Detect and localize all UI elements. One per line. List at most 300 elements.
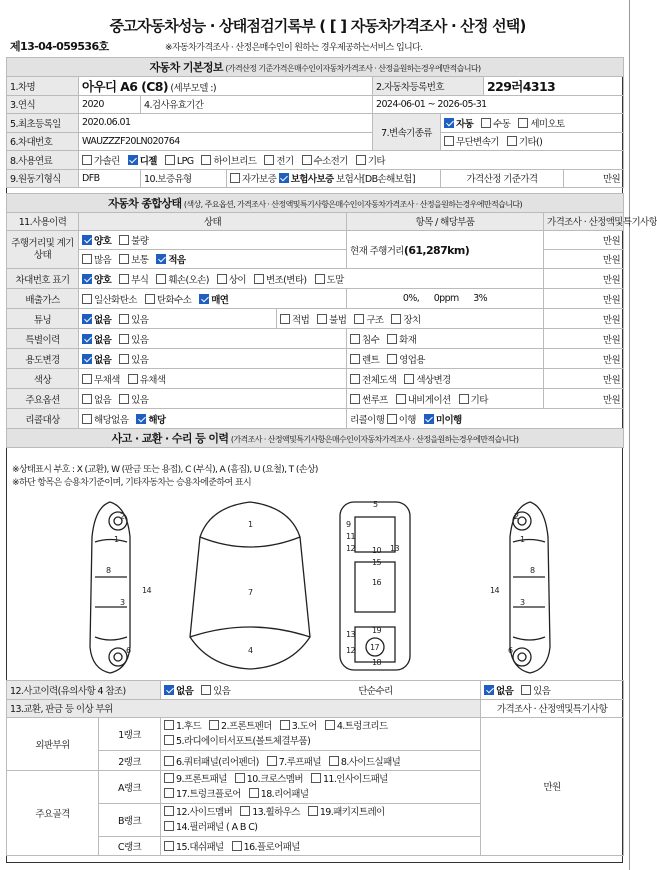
checkbox[interactable] (484, 685, 494, 695)
use-change-sub-options[interactable] (347, 349, 544, 369)
checkbox-label: 있음 (131, 334, 149, 346)
checkbox[interactable] (249, 788, 259, 798)
plate-options[interactable] (79, 269, 544, 289)
option-item[interactable] (82, 355, 111, 366)
left-part-number: 1 (114, 535, 119, 544)
option-item[interactable] (280, 315, 309, 326)
year-label: 3.연식 (7, 95, 79, 114)
checkbox-label: 전기 (276, 155, 294, 167)
checkbox[interactable] (165, 155, 175, 165)
checkbox-label: 가솔린 (94, 155, 120, 167)
checkbox[interactable] (82, 254, 92, 264)
checkbox-label: 기타() (518, 137, 543, 149)
price-mileage-2[interactable]: 만원 (544, 250, 624, 269)
mileage-options-1[interactable] (79, 231, 347, 250)
simple-repair-options[interactable] (481, 681, 624, 700)
checkbox[interactable] (481, 118, 491, 128)
part-option[interactable] (164, 789, 241, 800)
accident-history-options[interactable]: 없음 있음 단순수리 (161, 681, 481, 700)
option-item[interactable] (217, 275, 246, 286)
warranty-options[interactable]: 자가보증 보험사보증 보험사[DB손해보험] (227, 169, 441, 188)
checkbox[interactable] (145, 294, 155, 304)
car-name-field[interactable]: 아우디 A6 (C8) (세부모델 :) (79, 76, 373, 95)
option-item[interactable] (82, 156, 120, 167)
part-option[interactable] (164, 822, 257, 833)
checkbox-label: 양호 (94, 236, 112, 247)
rank-b-parts[interactable] (161, 804, 481, 837)
option-item[interactable] (119, 255, 148, 266)
checkbox[interactable] (164, 821, 174, 831)
option-item[interactable] (444, 137, 499, 148)
option-item[interactable] (128, 156, 157, 167)
part-label: 3.도어 (291, 721, 317, 732)
vin-field[interactable]: WAUZZZF20LN020764 (79, 132, 373, 151)
checkbox-label: 없음 (94, 394, 112, 406)
checkbox[interactable] (82, 274, 92, 284)
checkbox-label: 무단변속기 (456, 137, 499, 149)
checkbox[interactable] (329, 756, 339, 766)
checkbox[interactable] (164, 685, 174, 695)
checkbox[interactable] (444, 118, 454, 128)
price-emission[interactable]: 만원 (544, 289, 624, 309)
option-item[interactable] (350, 375, 396, 386)
car-diagram (70, 497, 570, 677)
checkbox[interactable] (119, 314, 129, 324)
checkbox-label: 내비게이션 (407, 394, 451, 406)
checkbox[interactable] (209, 720, 219, 730)
checkbox[interactable] (82, 155, 92, 165)
part-option[interactable] (235, 774, 303, 785)
price-mileage-1[interactable]: 만원 (544, 231, 624, 250)
rank-line (164, 839, 477, 853)
part-option[interactable] (164, 757, 259, 768)
checkbox[interactable] (387, 334, 397, 344)
checkbox[interactable] (350, 394, 360, 404)
checkbox[interactable] (199, 294, 209, 304)
recall-options[interactable] (79, 409, 347, 429)
option-item[interactable] (145, 295, 191, 306)
checkbox-label: 있음 (213, 685, 231, 697)
option-item[interactable] (119, 395, 148, 406)
checkbox[interactable] (424, 414, 434, 424)
exchange-label: 13.교환, 판금 등 이상 부위 (7, 699, 481, 718)
option-item[interactable] (396, 395, 451, 406)
special-label: 특별이력 (7, 329, 79, 349)
checkbox[interactable] (201, 155, 211, 165)
warranty-insurance-checkbox[interactable] (279, 173, 289, 183)
color-sub-options[interactable] (347, 369, 544, 389)
base-price-field[interactable]: 만원 (564, 169, 624, 188)
emission-options[interactable] (79, 289, 347, 309)
checkbox[interactable] (128, 374, 138, 384)
checkbox[interactable] (459, 394, 469, 404)
part-numbers (106, 500, 535, 667)
price-special[interactable]: 만원 (544, 329, 624, 349)
checkbox-label: 화재 (399, 334, 417, 346)
tuning-options[interactable] (79, 309, 277, 329)
part-label: 7.루프패널 (278, 756, 321, 768)
checkbox[interactable] (267, 756, 277, 766)
checkbox[interactable] (396, 394, 406, 404)
accident-table (6, 680, 624, 856)
checkbox[interactable] (254, 274, 264, 284)
checkbox[interactable] (119, 235, 129, 245)
option-item[interactable] (507, 137, 542, 148)
checkbox[interactable] (136, 414, 146, 424)
option-item[interactable] (136, 415, 165, 426)
option-item[interactable] (156, 275, 209, 286)
checkbox-label: 유채색 (139, 374, 166, 386)
special-sub-options[interactable] (347, 329, 544, 349)
checkbox[interactable] (325, 720, 335, 730)
fuel-options[interactable] (79, 151, 624, 170)
checkbox-label: 침수 (362, 334, 380, 346)
option-sub-options[interactable] (347, 389, 544, 409)
checkbox[interactable] (164, 720, 174, 730)
checkbox-label: 있음 (131, 394, 149, 406)
part-option[interactable] (164, 721, 201, 732)
exchange-price-header: 가격조사 · 산정액및특기사항 (481, 699, 624, 718)
option-item[interactable] (387, 415, 416, 426)
checkbox[interactable] (387, 414, 397, 424)
checkbox-label: 색상변경 (416, 374, 451, 386)
checkbox[interactable] (302, 155, 312, 165)
page-title: 중고자동차성능 · 상태점검기록부 ( [ ] 자동차가격조사 · 산정 선택) (109, 17, 526, 35)
recall-sub-options[interactable]: 리콜이행 이행 미이행 (347, 409, 624, 429)
rank-line (164, 805, 477, 820)
option-item[interactable] (264, 156, 293, 167)
right-part-number: 6 (508, 646, 513, 655)
option-item[interactable] (119, 275, 148, 286)
option-item[interactable] (350, 355, 379, 366)
price-plate[interactable]: 만원 (544, 269, 624, 289)
base-price-label: 가격산정 기준가격 (441, 169, 564, 188)
reg-no-label: 2.자동차등록번호 (373, 76, 484, 95)
vin-label: 6.차대번호 (7, 132, 79, 151)
option-item[interactable] (315, 275, 344, 286)
checkbox[interactable] (82, 374, 92, 384)
plate-label: 차대번호 표기 (7, 269, 79, 289)
rank-1-parts[interactable] (161, 718, 481, 751)
part-option[interactable] (164, 842, 224, 853)
checkbox[interactable] (82, 334, 92, 344)
top-part-number: 11 (346, 532, 355, 541)
checkbox[interactable] (164, 756, 174, 766)
checkbox-label: 상이 (228, 274, 246, 286)
option-item[interactable] (356, 156, 385, 167)
checkbox[interactable] (350, 374, 360, 384)
checkbox[interactable] (518, 118, 528, 128)
checkbox[interactable] (82, 354, 92, 364)
checkbox[interactable] (356, 155, 366, 165)
option-item[interactable] (119, 335, 148, 346)
option-item[interactable] (164, 686, 193, 697)
checkbox[interactable] (164, 773, 174, 783)
checkbox[interactable] (82, 314, 92, 324)
option-item[interactable] (484, 686, 513, 697)
checkbox[interactable] (235, 773, 245, 783)
checkbox-label: 일산화탄소 (94, 294, 137, 306)
mileage-label: 주행거리및 계기상태 (7, 231, 79, 269)
checkbox-label: 자동 (456, 118, 474, 130)
checkbox[interactable] (119, 394, 129, 404)
option-item[interactable] (518, 119, 564, 130)
year-field[interactable]: 2020 (79, 95, 141, 114)
option-item[interactable] (350, 335, 379, 346)
checkbox[interactable] (280, 720, 290, 730)
rank-label: 2랭크 (99, 751, 161, 771)
special-options[interactable] (79, 329, 347, 349)
part-label: 13.휠하우스 (252, 807, 300, 818)
overall-section-header: 자동차 종합상태 (색상, 주요옵션, 가격조사 · 산정액및특기사항은매수인이자동차가격조사 · 산정을원하는경우에만적습니다) (7, 194, 624, 213)
checkbox[interactable] (264, 155, 274, 165)
part-label: 14.필러패널 ( A B C) (176, 822, 258, 833)
option-item[interactable] (354, 315, 383, 326)
option-item[interactable] (82, 375, 120, 386)
checkbox[interactable] (119, 254, 129, 264)
checkbox-label: 이행 (398, 414, 416, 426)
checkbox-label: 렌트 (362, 354, 380, 366)
rank-label: 1랭크 (99, 718, 161, 751)
checkbox[interactable] (354, 314, 364, 324)
checkbox-label: 불량 (131, 236, 149, 247)
checkbox[interactable] (156, 274, 166, 284)
part-label: 1.후드 (176, 721, 202, 732)
checkbox-label: 있음 (131, 314, 149, 326)
top-part-number: 18 (372, 658, 381, 667)
part-option[interactable] (164, 807, 232, 818)
car-name-label: 1.차명 (7, 76, 79, 95)
option-item[interactable] (128, 375, 166, 386)
top-part-number: 12 (346, 544, 355, 553)
option-item[interactable] (387, 355, 425, 366)
checkbox-label: 적음 (168, 255, 186, 266)
top-part-number: 13 (346, 630, 355, 639)
option-item[interactable] (82, 255, 111, 266)
part-option[interactable] (209, 721, 272, 732)
price-color[interactable]: 만원 (544, 369, 624, 389)
color-options[interactable] (79, 369, 347, 389)
rank-label: A랭크 (99, 771, 161, 804)
checkbox[interactable] (217, 274, 227, 284)
checkbox-label: 기타 (367, 155, 385, 167)
col-usage-history: 11.사용이력 (7, 212, 79, 231)
basic-section-header: 자동차 기본정보 (가격산정 기준가격은매수인이자동차가격조사 · 산정을원하는경우에만적습니다) (7, 58, 624, 77)
part-option[interactable] (311, 774, 388, 785)
part-option[interactable] (164, 736, 310, 747)
part-option[interactable] (249, 789, 309, 800)
part-option[interactable] (325, 721, 388, 732)
option-item[interactable] (119, 315, 148, 326)
option-item[interactable] (82, 335, 111, 346)
fuel-label: 8.사용연료 (7, 151, 79, 170)
left-part-number: 8 (106, 566, 111, 575)
transmission-options-2[interactable] (441, 132, 624, 151)
service-note: ※자동차가격조사 · 산정은매수인이 원하는 경우제공하는서비스 입니다. (165, 43, 423, 53)
checkbox[interactable] (311, 773, 321, 783)
rank-2-parts[interactable] (161, 751, 481, 771)
warranty-self-checkbox[interactable] (230, 173, 240, 183)
part-option[interactable] (164, 774, 227, 785)
checkbox[interactable] (308, 806, 318, 816)
checkbox[interactable] (82, 414, 92, 424)
option-item[interactable] (82, 236, 111, 247)
top-part-number: 9 (346, 520, 351, 529)
part-label: 6.쿼터패널(리어펜더) (176, 756, 259, 768)
checkbox[interactable] (315, 274, 325, 284)
checkbox-label: 없음 (94, 314, 112, 326)
checkbox-label: 없음 (94, 354, 112, 366)
option-item[interactable] (391, 315, 420, 326)
checkbox-label: 전체도색 (362, 374, 397, 386)
mileage-options-2[interactable] (79, 250, 347, 269)
checkbox[interactable] (350, 354, 360, 364)
engine-field[interactable]: DFB (79, 169, 141, 188)
option-item[interactable] (424, 415, 462, 426)
checkbox[interactable] (240, 806, 250, 816)
checkbox-label: 해당없음 (94, 414, 129, 426)
part-label: 4.트렁크리드 (336, 721, 388, 732)
first-reg-field[interactable]: 2020.06.01 (79, 114, 373, 133)
option-item[interactable] (317, 315, 346, 326)
part-label: 10.크로스멤버 (246, 774, 303, 785)
part-label: 11.인사이드패널 (322, 774, 388, 785)
top-part-number: 17 (370, 643, 379, 652)
part-option[interactable] (267, 757, 321, 768)
option-item[interactable] (82, 415, 128, 426)
left-part-number: 6 (126, 646, 131, 655)
exchange-price-field[interactable]: 만원 (481, 718, 624, 856)
reg-no-field[interactable]: 229러4313 (484, 76, 624, 95)
rank-line (164, 754, 477, 768)
checkbox[interactable] (164, 788, 174, 798)
checkbox[interactable] (82, 294, 92, 304)
first-reg-label: 5.최초등록일 (7, 114, 79, 133)
checkbox[interactable] (521, 685, 531, 695)
checkbox-label: 없음 (496, 685, 514, 697)
checkbox-label: 기타 (470, 394, 488, 406)
option-item[interactable] (481, 119, 510, 130)
color-label: 색상 (7, 369, 79, 389)
checkbox[interactable] (119, 354, 129, 364)
part-label: 12.사이드멤버 (176, 807, 233, 818)
option-item[interactable] (199, 295, 228, 306)
checkbox-label: 썬루프 (362, 394, 388, 406)
checkbox[interactable] (156, 254, 166, 264)
transmission-options-1[interactable] (441, 114, 624, 133)
checkbox[interactable] (387, 354, 397, 364)
checkbox[interactable] (119, 274, 129, 284)
option-item[interactable] (444, 119, 473, 130)
checkbox[interactable] (82, 235, 92, 245)
checkbox-label: 부식 (131, 274, 149, 286)
option-item[interactable] (459, 395, 488, 406)
accident-history-label: 12.사고이력(유의사항 4 참조) (7, 681, 161, 700)
left-part-number: 2 (120, 512, 125, 521)
option-item[interactable] (165, 156, 194, 167)
option-item[interactable] (254, 275, 307, 286)
checkbox[interactable] (317, 314, 327, 324)
part-label: 17.트렁크플로어 (176, 789, 241, 800)
option-item[interactable] (201, 686, 230, 697)
checkbox[interactable] (201, 685, 211, 695)
part-option[interactable] (329, 757, 400, 768)
option-item[interactable] (201, 156, 256, 167)
exterior-label: 외판부위 (7, 718, 99, 771)
option-item[interactable] (82, 295, 137, 306)
tuning-sub-options[interactable] (277, 309, 544, 329)
use-change-label: 용도변경 (7, 349, 79, 369)
checkbox[interactable] (350, 334, 360, 344)
option-item[interactable] (350, 395, 388, 406)
checkbox-label: 불법 (329, 314, 347, 326)
part-option[interactable] (240, 807, 300, 818)
document-number: 제13-04-059536호 (10, 40, 109, 53)
accident-section-header: 사고 · 교환 · 수리 등 이력 (가격조사 · 산정액및특기사항은매수인이자동차가격조사 · 산정을원하는경우에만적습니다) (7, 429, 624, 448)
option-item[interactable] (387, 335, 416, 346)
option-item[interactable] (521, 686, 550, 697)
valid-field[interactable]: 2024-06-01 ~ 2026-05-31 (373, 95, 624, 114)
use-change-options[interactable] (79, 349, 347, 369)
checkbox[interactable] (280, 314, 290, 324)
option-item[interactable] (302, 156, 348, 167)
option-item[interactable] (119, 236, 148, 247)
checkbox-label: 영업용 (399, 354, 425, 366)
option-item[interactable] (82, 315, 111, 326)
price-use-change[interactable]: 만원 (544, 349, 624, 369)
checkbox[interactable] (119, 334, 129, 344)
rank-c-parts[interactable] (161, 837, 481, 856)
option-item[interactable] (82, 395, 111, 406)
rank-a-parts[interactable] (161, 771, 481, 804)
checkbox[interactable] (232, 841, 242, 851)
checkbox[interactable] (507, 136, 517, 146)
symbol-note: ※상태표시 부호 : X (교환), W (판금 또는 용접), C (부식), A (흠집), U (요철), T (손상) (12, 465, 318, 475)
checkbox[interactable] (82, 394, 92, 404)
part-option[interactable] (308, 807, 385, 818)
rank-line (164, 772, 477, 787)
checkbox[interactable] (164, 806, 174, 816)
right-part-number: 14 (490, 586, 499, 595)
checkbox-label: 해당 (148, 414, 166, 426)
checkbox-label: 장치 (403, 314, 421, 326)
option-options[interactable] (79, 389, 347, 409)
checkbox[interactable] (164, 735, 174, 745)
checkbox-label: 적법 (292, 314, 310, 326)
rank-line (164, 787, 477, 802)
price-tuning[interactable]: 만원 (544, 309, 624, 329)
checkbox[interactable] (444, 136, 454, 146)
option-item[interactable] (404, 375, 450, 386)
option-item[interactable] (156, 255, 185, 266)
checkbox[interactable] (128, 155, 138, 165)
checkbox-label: 매연 (211, 294, 229, 306)
checkbox-label: 무채색 (94, 374, 120, 386)
checkbox[interactable] (164, 841, 174, 851)
checkbox[interactable] (391, 314, 401, 324)
option-item[interactable] (82, 275, 111, 286)
engine-label: 9.원동기형식 (7, 169, 79, 188)
part-option[interactable] (232, 842, 300, 853)
checkbox-label: 구조 (366, 314, 384, 326)
front-part-number: 4 (248, 646, 253, 655)
checkbox[interactable] (404, 374, 414, 384)
warranty-label: 10.보증유형 (141, 169, 227, 188)
part-option[interactable] (280, 721, 317, 732)
option-item[interactable] (119, 355, 148, 366)
checkbox-label: 디젤 (139, 155, 157, 167)
price-option[interactable]: 만원 (544, 389, 624, 409)
